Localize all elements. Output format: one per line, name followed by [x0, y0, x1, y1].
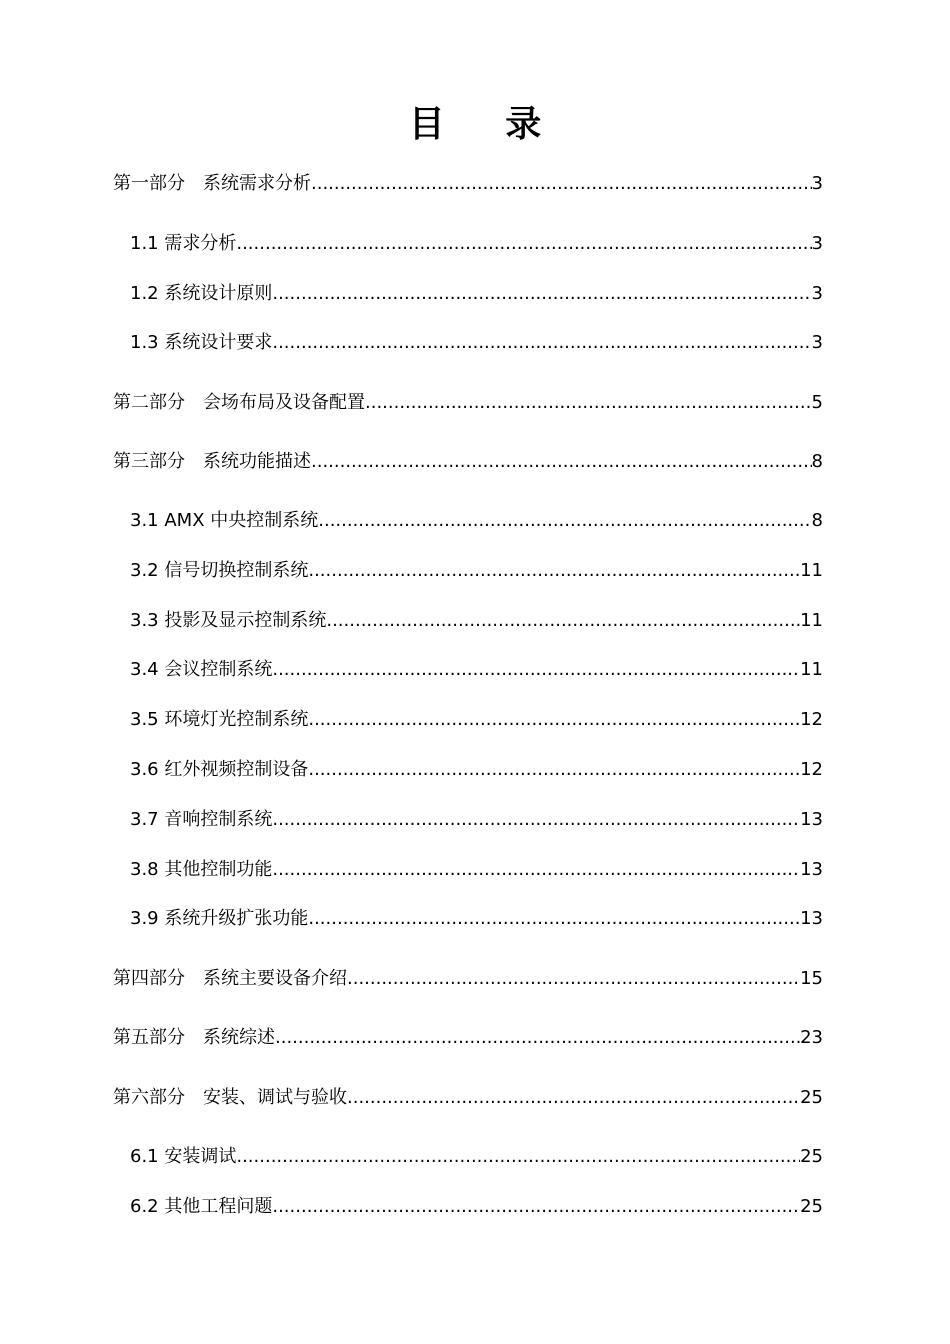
- toc-entry[interactable]: [130, 281, 823, 307]
- toc-entry-page: 11: [800, 659, 823, 680]
- toc-entry-label: 1.3 系统设计要求: [130, 332, 273, 353]
- toc-entry-label: 第三部分 系统功能描述: [113, 451, 311, 472]
- toc-entry-page: 3: [811, 173, 823, 194]
- toc-entry-label: 第五部分 系统综述: [113, 1027, 275, 1048]
- toc-entry[interactable]: [113, 171, 823, 197]
- toc-entry-page: 3: [811, 332, 823, 353]
- toc-entry-label: 3.4 会议控制系统: [130, 659, 273, 680]
- toc-entry-page: 25: [800, 1087, 823, 1108]
- toc-entry-page: 25: [800, 1146, 823, 1167]
- dot-leader: [272, 330, 811, 356]
- dot-leader: [308, 757, 800, 783]
- toc-entry-label: 3.5 环境灯光控制系统: [130, 709, 309, 730]
- toc-entry-label: 第二部分 会场布局及设备配置: [113, 392, 365, 413]
- toc-entry-label: 1.1 需求分析: [130, 233, 237, 254]
- toc-entry-page: 12: [800, 759, 823, 780]
- toc-entry-page: 25: [800, 1196, 823, 1217]
- dot-leader: [308, 906, 800, 932]
- toc-entry-page: 23: [800, 1027, 823, 1048]
- toc-entry[interactable]: [130, 1194, 823, 1220]
- toc-entry-page: 12: [800, 709, 823, 730]
- dot-leader: [365, 390, 812, 416]
- dot-leader: [318, 508, 811, 534]
- toc-entry-label: 3.7 音响控制系统: [130, 809, 273, 830]
- toc-entry[interactable]: [130, 508, 823, 534]
- toc-entry[interactable]: [113, 966, 823, 992]
- toc-entry[interactable]: [113, 1025, 823, 1051]
- toc-entry[interactable]: [113, 1085, 823, 1111]
- dot-leader: [272, 1194, 800, 1220]
- toc-entry[interactable]: [130, 1144, 823, 1170]
- toc-entry[interactable]: [130, 857, 823, 883]
- toc-entry[interactable]: [113, 390, 823, 416]
- toc-entry-page: 11: [800, 560, 823, 581]
- dot-leader: [236, 231, 811, 257]
- toc-entry[interactable]: [130, 906, 823, 932]
- toc-entry-page: 3: [811, 283, 823, 304]
- toc-entry-page: 13: [800, 859, 823, 880]
- toc-entry-label: 第四部分 系统主要设备介绍: [113, 968, 347, 989]
- dot-leader: [326, 608, 800, 634]
- dot-leader: [347, 966, 800, 992]
- toc-entry-label: 6.2 其他工程问题: [130, 1196, 273, 1217]
- toc-entry-label: 3.6 红外视频控制设备: [130, 759, 309, 780]
- toc-entry-page: 5: [811, 392, 823, 413]
- toc-entry[interactable]: [130, 608, 823, 634]
- toc-entry[interactable]: [113, 449, 823, 475]
- toc-entry[interactable]: [130, 558, 823, 584]
- toc-entry-page: 8: [811, 451, 823, 472]
- toc-entry-page: 13: [800, 908, 823, 929]
- dot-leader: [272, 281, 811, 307]
- toc-entry-page: 3: [811, 233, 823, 254]
- toc-entry-label: 3.8 其他控制功能: [130, 859, 273, 880]
- toc-entry-label: 3.9 系统升级扩张功能: [130, 908, 309, 929]
- dot-leader: [236, 1144, 800, 1170]
- toc-entry[interactable]: [130, 757, 823, 783]
- dot-leader: [272, 857, 800, 883]
- dot-leader: [308, 558, 800, 584]
- dot-leader: [347, 1085, 800, 1111]
- dot-leader: [272, 807, 800, 833]
- toc-entry-label: 1.2 系统设计原则: [130, 283, 273, 304]
- toc-entry-page: 15: [800, 968, 823, 989]
- dot-leader: [308, 707, 800, 733]
- toc-entry-label: 6.1 安装调试: [130, 1146, 237, 1167]
- toc-entry-page: 8: [811, 510, 823, 531]
- toc-entry-label: 3.2 信号切换控制系统: [130, 560, 309, 581]
- dot-leader: [311, 449, 812, 475]
- toc-entry[interactable]: [130, 330, 823, 356]
- toc-entry[interactable]: [130, 231, 823, 257]
- toc-entry-label: 3.1 AMX 中央控制系统: [130, 510, 319, 531]
- toc-entry-label: 第一部分 系统需求分析: [113, 173, 311, 194]
- dot-leader: [311, 171, 812, 197]
- dot-leader: [275, 1025, 800, 1051]
- toc-entry[interactable]: [130, 707, 823, 733]
- page-title: 目 录: [408, 104, 566, 145]
- toc-entry-page: 11: [800, 610, 823, 631]
- toc-entry-label: 第六部分 安装、调试与验收: [113, 1087, 347, 1108]
- toc-entry-page: 13: [800, 809, 823, 830]
- dot-leader: [272, 657, 800, 683]
- toc-entry-label: 3.3 投影及显示控制系统: [130, 610, 327, 631]
- toc-entry[interactable]: [130, 807, 823, 833]
- toc-entry[interactable]: [130, 657, 823, 683]
